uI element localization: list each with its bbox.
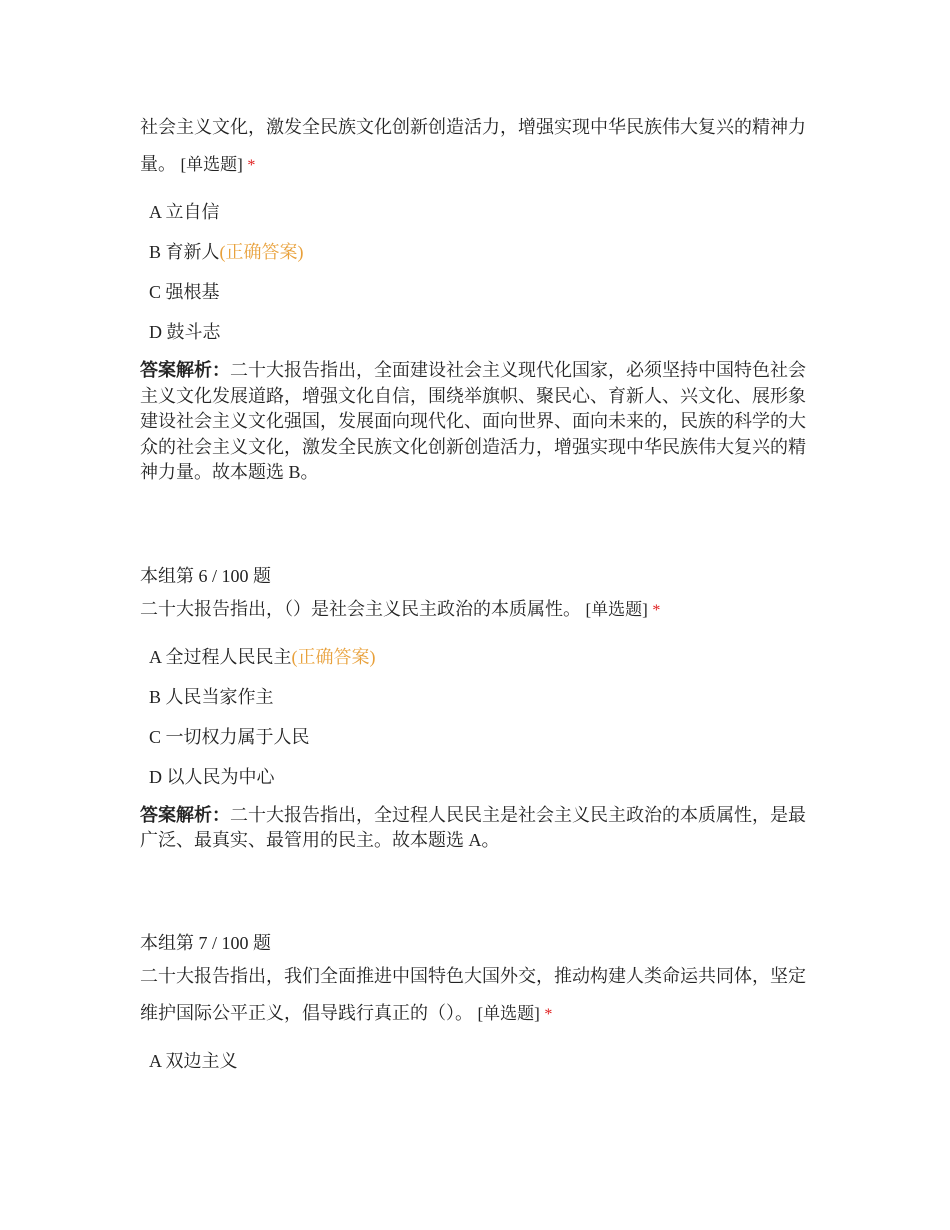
- question-block-5: [140, 109, 812, 486]
- question-type-tag: [单选题]: [477, 1003, 540, 1023]
- required-mark: *: [544, 1005, 553, 1023]
- question-page: [140, 109, 812, 1081]
- analysis-label: 答案解析：: [140, 360, 230, 380]
- option-c[interactable]: C 强根基: [149, 282, 220, 302]
- analysis-label: 答案解析：: [140, 804, 230, 825]
- question-number: 本组第 7 / 100 题: [140, 932, 272, 953]
- question-type-tag: [单选题]: [180, 155, 243, 174]
- question-block-6: [140, 561, 812, 854]
- option-d[interactable]: D 以人民为中心: [149, 766, 275, 787]
- option-a[interactable]: A 立自信: [149, 202, 220, 222]
- option-a[interactable]: A 双边主义: [149, 1050, 238, 1071]
- option-list: [140, 637, 812, 797]
- option-c[interactable]: C 一切权力属于人民: [149, 726, 310, 747]
- answer-analysis: 答案解析：二十大报告指出，全面建设社会主义现代化国家，必须坚持中国特色社会主义文化发展道路，增强文化自信，围绕举旗帜、聚民心、育新人、兴文化、展形象建设社会主义文化强国，发展面向现代化、面向世界、面向未来的，民族的科学的大众的社会主义文化，激发全民族文化创新创造活力，增强实现中华民族伟大复兴的精神力量。故本题选 B。: [140, 360, 806, 482]
- correct-answer-mark: (正确答案): [291, 646, 376, 667]
- question-stem: 二十大报告指出，（）是社会主义民主政治的本质属性。 [单选题] *: [140, 598, 661, 619]
- question-type-tag: [单选题]: [585, 599, 648, 619]
- required-mark: *: [652, 601, 661, 619]
- option-list: [140, 192, 812, 352]
- required-mark: *: [247, 157, 256, 174]
- option-d[interactable]: D 鼓斗志: [149, 322, 221, 342]
- answer-analysis: 答案解析：二十大报告指出，全过程人民民主是社会主义民主政治的本质属性，是最广泛、最真实、最管用的民主。故本题选 A。: [140, 804, 806, 850]
- question-stem: 二十大报告指出，我们全面推进中国特色大国外交，推动构建人类命运共同体，坚定维护国际公平正义，倡导践行真正的（）。 [单选题] *: [140, 965, 806, 1023]
- question-stem: 社会主义文化，激发全民族文化创新创造活力，增强实现中华民族伟大复兴的精神力量。 [单选题] *: [140, 117, 806, 174]
- option-a[interactable]: A 全过程人民民主(正确答案): [149, 646, 376, 667]
- question-block-7: [140, 928, 812, 1081]
- correct-answer-mark: (正确答案): [219, 242, 304, 262]
- option-list: [140, 1041, 812, 1081]
- option-b[interactable]: B 人民当家作主: [149, 686, 274, 707]
- question-number: 本组第 6 / 100 题: [140, 565, 272, 586]
- option-b[interactable]: B 育新人(正确答案): [149, 242, 304, 262]
